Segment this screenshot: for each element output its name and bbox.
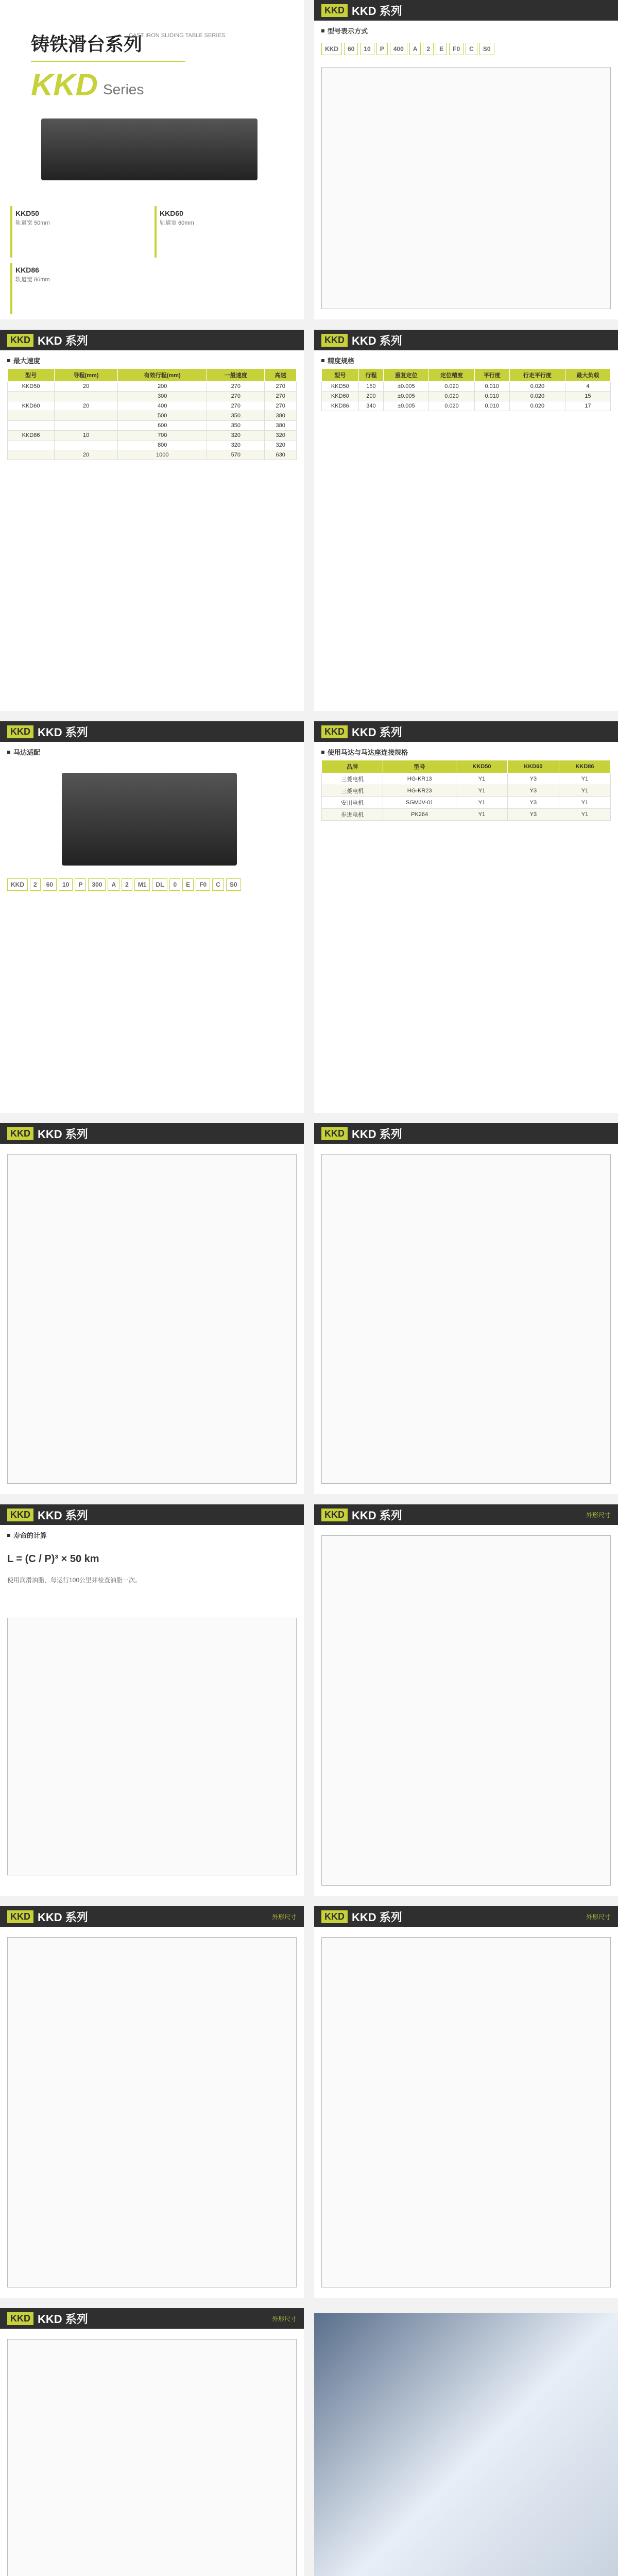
table-cell: 0.020 [429, 392, 474, 401]
table-header: 行走平行度 [509, 369, 565, 382]
table-cell: 320 [265, 431, 297, 440]
table-cell: 10 [55, 431, 118, 440]
kkd-badge: KKD [7, 1509, 33, 1521]
table-cell: 0.010 [474, 382, 509, 392]
motor-code-row [7, 878, 297, 891]
cover-subtitle: CAST IRON SLIDING TABLE SERIES [129, 32, 226, 39]
table-cell [8, 411, 55, 421]
table-cell: 17 [565, 401, 610, 411]
table-cell: 350 [207, 411, 265, 421]
table-cell [8, 450, 55, 460]
table-cell: Y1 [456, 809, 507, 821]
table-cell: 320 [265, 440, 297, 450]
table-cell: KKD86 [8, 431, 55, 440]
table-header: 品牌 [322, 760, 383, 773]
motor-table-page [314, 721, 618, 1113]
kkd-badge: KKD [7, 1910, 33, 1923]
section-band [314, 1504, 618, 1525]
table-cell: 20 [55, 401, 118, 411]
band-title: KKD 系列 [38, 1127, 88, 1141]
table-cell: 350 [207, 421, 265, 431]
table-header: 最大负载 [565, 369, 610, 382]
speed-table [7, 368, 297, 460]
code-segment: 300 [88, 878, 106, 891]
table-row [8, 392, 297, 401]
table-header: 重复定位 [384, 369, 429, 382]
code-segment: 2 [30, 878, 41, 891]
dims-page-3 [314, 1906, 618, 2298]
table-cell: Y1 [456, 797, 507, 809]
bullet-icon [7, 359, 10, 362]
code-segment: A [409, 43, 421, 55]
table-cell: 570 [207, 450, 265, 460]
band-title: KKD 系列 [352, 334, 402, 347]
product-card-name: KKD86 [15, 266, 39, 274]
table-header: 有效行程(mm) [118, 369, 207, 382]
cover-title: 铸铁滑台系列 [31, 33, 143, 55]
table-cell: Y1 [456, 785, 507, 797]
section-band [0, 1906, 304, 1927]
section-band [0, 2308, 304, 2329]
cover-page [0, 0, 304, 319]
table-cell: Y1 [559, 785, 610, 797]
series-word: Series [103, 81, 144, 97]
adapter-drawings [7, 1154, 297, 1484]
model-code-row [321, 43, 611, 55]
table-row [322, 797, 611, 809]
section-band [314, 721, 618, 742]
table-row [8, 440, 297, 450]
table-cell: 0.010 [474, 392, 509, 401]
table-cell: ±0.005 [384, 401, 429, 411]
table-header: KKD50 [456, 760, 507, 773]
code-segment: 2 [423, 43, 434, 55]
table-cell: 340 [358, 401, 384, 411]
table-cell [8, 440, 55, 450]
table-cell: PK264 [383, 809, 456, 821]
code-segment: 400 [390, 43, 407, 55]
product-image [62, 773, 237, 866]
motor-code-page [0, 721, 304, 1113]
kkd-badge: KKD [321, 4, 348, 17]
section-band [314, 1123, 618, 1144]
dimension-drawing [321, 1937, 611, 2287]
table-cell: 320 [207, 440, 265, 450]
table-cell: 1000 [118, 450, 207, 460]
table-cell: 安川电机 [322, 797, 383, 809]
table-cell: 0.020 [509, 401, 565, 411]
table-cell: 0.020 [429, 401, 474, 411]
dims-page-2 [0, 1906, 304, 2298]
code-segment: 10 [360, 43, 374, 55]
table-row [322, 809, 611, 821]
table-cell: KKD50 [322, 382, 359, 392]
table-cell: KKD86 [322, 401, 359, 411]
code-segment: A [108, 878, 119, 891]
table-cell: KKD60 [322, 392, 359, 401]
table-cell: 600 [118, 421, 207, 431]
table-row [322, 382, 611, 392]
dims-page-4 [0, 2308, 304, 2576]
kkd-badge: KKD [7, 1127, 33, 1140]
drawing-page-1 [0, 1123, 304, 1494]
table-cell: 700 [118, 431, 207, 440]
table-cell: HG-KR13 [383, 773, 456, 785]
product-image [41, 118, 258, 180]
product-card-name: KKD50 [15, 209, 39, 217]
drawing-page-2 [314, 1123, 618, 1494]
code-segment: E [182, 878, 194, 891]
kkd-badge: KKD [7, 725, 33, 738]
table-cell: 270 [265, 392, 297, 401]
table-cell: 270 [207, 401, 265, 411]
product-card-note: 轨道宽 50mm [15, 220, 50, 226]
table-cell: Y1 [559, 773, 610, 785]
section-band [0, 1504, 304, 1525]
table-cell: 800 [118, 440, 207, 450]
band-subtitle: 外形尺寸 [586, 1511, 611, 1519]
table-row [322, 773, 611, 785]
table-cell: 300 [118, 392, 207, 401]
band-title: KKD 系列 [352, 4, 402, 18]
table-cell: 4 [565, 382, 610, 392]
table-cell: 500 [118, 411, 207, 421]
table-row [322, 785, 611, 797]
section-band [0, 721, 304, 742]
code-segment: F0 [449, 43, 464, 55]
table-header: 型号 [322, 369, 359, 382]
section-band [0, 330, 304, 350]
table-cell: HG-KR23 [383, 785, 456, 797]
precision-table [321, 368, 611, 411]
table-cell: 200 [358, 392, 384, 401]
table-cell: SGMJV-01 [383, 797, 456, 809]
table-header: 平行度 [474, 369, 509, 382]
table-cell: Y3 [507, 797, 559, 809]
table-cell: 270 [265, 401, 297, 411]
table-header: 导程(mm) [55, 369, 118, 382]
code-segment: C [212, 878, 224, 891]
code-segment: KKD [321, 43, 342, 55]
table-cell: 270 [207, 382, 265, 392]
dims-page-1 [314, 1504, 618, 1896]
code-segment: 60 [43, 878, 57, 891]
table-row [8, 411, 297, 421]
table-row [8, 431, 297, 440]
table-header: 定位精度 [429, 369, 474, 382]
code-segment: S0 [479, 43, 494, 55]
band-subtitle: 外形尺寸 [271, 2315, 297, 2323]
product-card-note: 轨道宽 60mm [160, 220, 194, 226]
table-cell: 三菱电机 [322, 785, 383, 797]
code-segment: DL [152, 878, 167, 891]
table-cell: Y3 [507, 773, 559, 785]
product-card-name: KKD60 [160, 209, 183, 217]
section-title: 最大速度 [0, 350, 304, 368]
table-cell: 20 [55, 450, 118, 460]
table-header: 一般速度 [207, 369, 265, 382]
kkd-badge: KKD [321, 1127, 348, 1140]
table-cell: 400 [118, 401, 207, 411]
table-cell: Y1 [559, 809, 610, 821]
product-card-kkd50 [10, 206, 144, 258]
code-segment: 2 [122, 878, 132, 891]
table-cell: 0.020 [429, 382, 474, 392]
code-segment: M1 [134, 878, 150, 891]
band-title: KKD 系列 [38, 334, 88, 347]
code-segment: 0 [169, 878, 180, 891]
table-cell: 步进电机 [322, 809, 383, 821]
band-title: KKD 系列 [38, 1509, 88, 1522]
table-cell: 三菱电机 [322, 773, 383, 785]
table-row [8, 421, 297, 431]
table-row [322, 392, 611, 401]
table-cell: 20 [55, 382, 118, 392]
band-subtitle: 外形尺寸 [271, 1913, 297, 1921]
section-title: 使用马达与马达座连接规格 [314, 742, 618, 760]
bullet-icon [7, 1534, 10, 1537]
code-segment: S0 [226, 878, 241, 891]
table-cell: Y3 [507, 785, 559, 797]
table-cell [55, 411, 118, 421]
table-cell: Y1 [456, 773, 507, 785]
section-title: 精度规格 [314, 350, 618, 368]
bullet-icon [321, 751, 324, 754]
cover-divider [31, 61, 185, 62]
dimension-drawing [321, 1535, 611, 1886]
code-segment: C [466, 43, 477, 55]
table-cell: 0.020 [509, 392, 565, 401]
table-cell: 630 [265, 450, 297, 460]
section-band [314, 1906, 618, 1927]
speed-page [0, 330, 304, 711]
section-title: 型号表示方式 [314, 21, 618, 39]
section-title: 马达适配 [0, 742, 304, 760]
table-cell: 15 [565, 392, 610, 401]
table-cell: 200 [118, 382, 207, 392]
band-title: KKD 系列 [352, 1910, 402, 1924]
motor-table [321, 760, 611, 821]
section-title: 寿命的计算 [0, 1525, 304, 1543]
table-header: 行程 [358, 369, 384, 382]
table-header: 型号 [8, 369, 55, 382]
section-band [0, 1123, 304, 1144]
bullet-icon [321, 359, 324, 362]
kkd-logo: KKD [31, 67, 98, 102]
table-cell [8, 421, 55, 431]
table-header: 型号 [383, 760, 456, 773]
product-card-note: 轨道宽 86mm [15, 277, 50, 283]
table-row [8, 450, 297, 460]
kkd-badge: KKD [321, 1910, 348, 1923]
code-segment: F0 [196, 878, 210, 891]
kkd-badge: KKD [7, 2312, 33, 2325]
band-title: KKD 系列 [38, 2312, 88, 2326]
table-cell: 0.020 [509, 382, 565, 392]
band-subtitle: 外形尺寸 [586, 1913, 611, 1921]
life-diagram [7, 1618, 297, 1875]
kkd-badge: KKD [321, 725, 348, 738]
table-row [322, 401, 611, 411]
model-code-page [314, 0, 618, 319]
dimension-drawing [7, 2339, 297, 2576]
table-cell: ±0.005 [384, 392, 429, 401]
table-cell: KKD60 [8, 401, 55, 411]
table-cell: Y1 [559, 797, 610, 809]
product-card-kkd60 [154, 206, 288, 258]
life-note: 使用润滑油脂，每运行100公里并检查油脂一次。 [7, 1577, 142, 1584]
section-band [314, 330, 618, 350]
band-title: KKD 系列 [38, 725, 88, 739]
table-row [8, 401, 297, 411]
table-header: KKD86 [559, 760, 610, 773]
precision-page [314, 330, 618, 711]
table-cell: Y3 [507, 809, 559, 821]
life-page [0, 1504, 304, 1896]
table-row [8, 382, 297, 392]
kkd-badge: KKD [7, 334, 33, 347]
table-cell [55, 392, 118, 401]
life-formula: L = (C / P)³ × 50 km [7, 1553, 99, 1565]
kkd-badge: KKD [321, 1509, 348, 1521]
band-title: KKD 系列 [352, 725, 402, 739]
bullet-icon [321, 29, 324, 32]
table-cell: 380 [265, 421, 297, 431]
band-title: KKD 系列 [38, 1910, 88, 1924]
table-cell: 270 [207, 392, 265, 401]
code-segment: KKD [7, 878, 28, 891]
code-segment: 60 [344, 43, 358, 55]
table-cell: 380 [265, 411, 297, 421]
product-card-kkd86 [10, 263, 144, 314]
table-header: KKD60 [507, 760, 559, 773]
table-cell: 0.010 [474, 401, 509, 411]
table-cell: 270 [265, 382, 297, 392]
code-segment: 10 [59, 878, 73, 891]
code-segment: P [376, 43, 388, 55]
section-band [314, 0, 618, 21]
dimension-drawing [7, 1937, 297, 2287]
table-cell: ±0.005 [384, 382, 429, 392]
table-cell: KKD50 [8, 382, 55, 392]
band-title: KKD 系列 [352, 1127, 402, 1141]
model-diagram [321, 67, 611, 309]
bullet-icon [7, 751, 10, 754]
table-cell [55, 421, 118, 431]
table-header: 高速 [265, 369, 297, 382]
table-cell [55, 440, 118, 450]
code-segment: E [436, 43, 447, 55]
table-cell: 320 [207, 431, 265, 440]
kkd-badge: KKD [321, 334, 348, 347]
adapter-drawings [321, 1154, 611, 1484]
footer-photo [314, 2313, 618, 2576]
table-cell [8, 392, 55, 401]
table-cell: 150 [358, 382, 384, 392]
band-title: KKD 系列 [352, 1509, 402, 1522]
code-segment: P [75, 878, 86, 891]
